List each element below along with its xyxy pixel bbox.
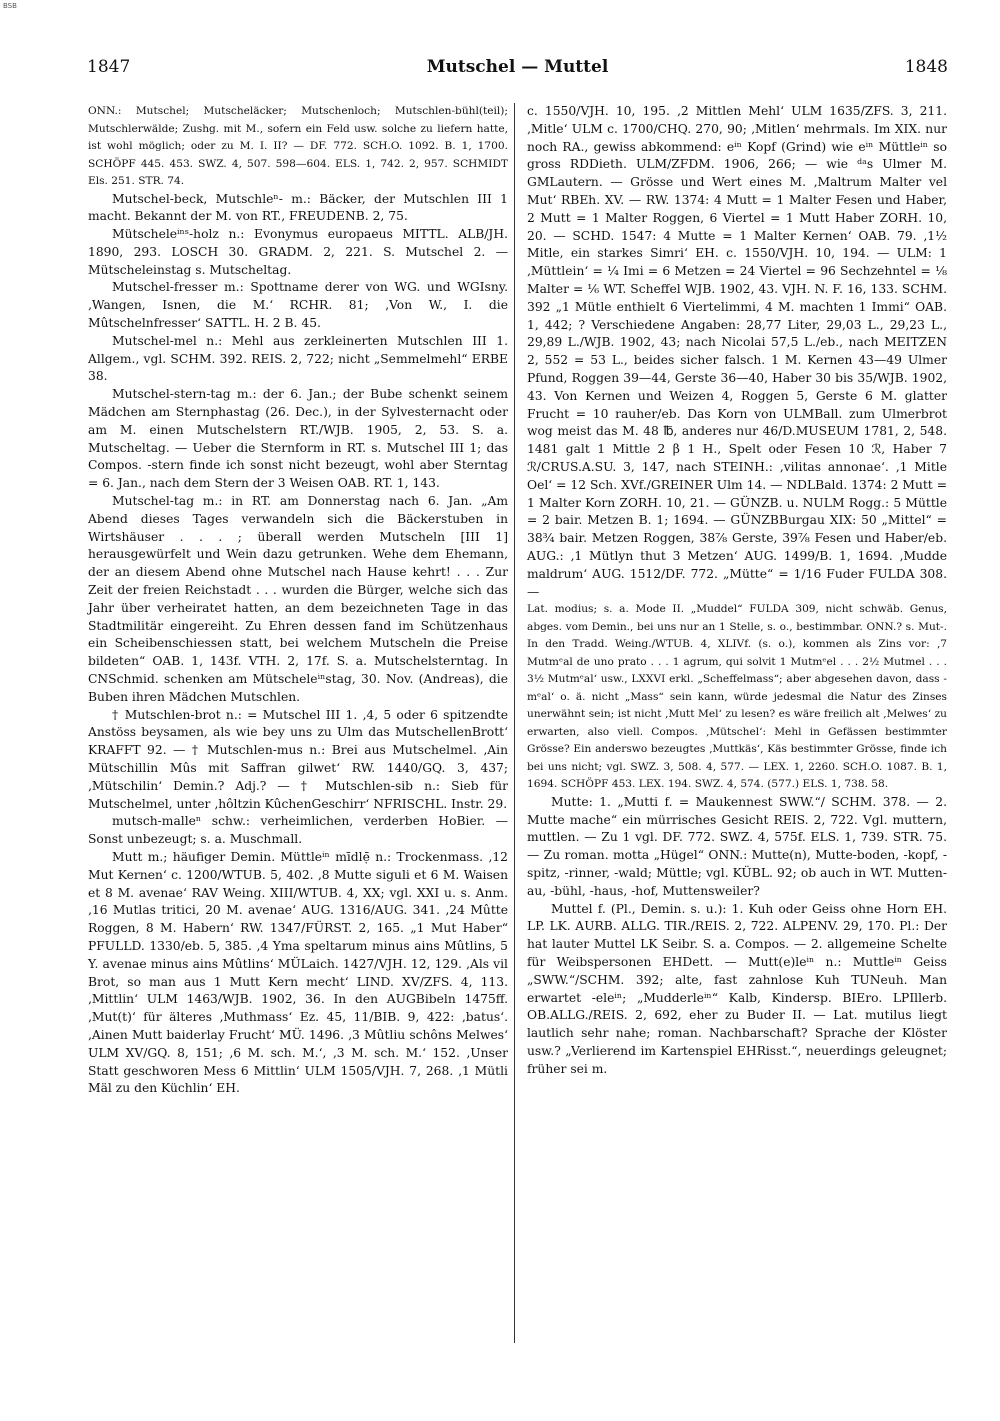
entry-paragraph: Mutschel-tag m.: in RT. am Donnerstag nach 6. Jan. „Am Abend dieses Tages verwandeln sich die Bäckerstuben in Wirtshäuser . . . ; überall werden Mutscheln [III 1] herausgewürfelt und Wein dazu getrunken. Wehe dem Ehemann, der an diesem Abend ohne Mutschel nach Hause kehrt! . . . Zur Zeit der freien Reichstadt . . . wurden die Bürger, welche sich das Jahr über verheiratet hatten, an dem bezeichneten Tage in das Stadtmilitär eingereiht. Zu Ehren dessen fand im Schützenhaus ein Scheibenschiessen statt, bei welchem Mutscheln die Preise bildeten“ OAB. 1, 143f. VTH. 2, 17f. S. a. Mutschelsterntag. In CNSchmid. schenken am Mütscheleⁱⁿstag, 30. Nov. (Andreas), die Buben ihren Mädchen Mutschlen. — [88, 494, 508, 704]
entry-paragraph: ONN.: Mutschel; Mutscheläcker; Mutschenloch; Mutschlen-bühl(teil); Mutschlerwälde; Zushg. mit M., sofern ein Feld usw. solche zu liefern hatte, ist wohl möglich; oder zu M. I. II? — DF. 772. SCH.O. 1092. B. 1, 1700. SCHÖPF 445. 453. SWZ. 4, 507. 598—604. ELS. 1, 742. 2, 957. SCHMIDT Els. 251. STR. 74. — [88, 105, 508, 187]
entry-paragraph: Mutschel-mel n.: Mehl aus zerkleinerten Mutschlen III 1. Allgem., vgl. SCHM. 392. REIS. 2, 722; nicht „Semmelmehl“ ERBE 38. — [88, 333, 508, 384]
right-column — [527, 103, 947, 1079]
entry-paragraph: Mutschel-fresser m.: Spottname derer von WG. und WGIsny. ‚Wangen, Isnen, die M.‘ RCHR. 81; ‚Von W., I. die Mûtschelnfresser‘ SATTL. H. 2 B. 45. — [88, 280, 508, 331]
left-column — [88, 103, 508, 1098]
entry-paragraph: Mutschel-beck, Mutschleⁿ- m.: Bäcker, der Mutschlen III 1 macht. Bekannt der M. von RT., FREUDENB. 2, 75. — [88, 191, 508, 224]
entry-paragraph: Mutschel-stern-tag m.: der 6. Jan.; der Bube schenkt seinem Mädchen am Sternphastag (26. Dec.), in der Sylvesternacht oder am M. einen Mutschelstern RT./WJB. 1905, 2, 53. S. a. Mutscheltag. — Ueber die Sternform in RT. s. Mutschel III 1; das Compos. -stern finde ich sonst nicht bezeugt, wohl aber Sterntag = 6. Jan., nach dem Stern der 3 Weisen OAB. RT. 1, 143. — [88, 387, 508, 491]
entry-paragraph: Muttel f. (Pl., Demin. s. u.): 1. Kuh oder Geiss ohne Horn EH. LP. LK. AURB. ALLG. TIR./REIS. 2, 722. ALPENV. 29, 170. Pl.: Der hat lauter Muttel LK Seibr. S. a. Compos. — 2. allgemeine Schelte für Weibspersonen EHDett. — Mutt(e)leⁱⁿ n.: Muttleⁱⁿ Geiss „SWW.“/SCHM. 392; alte, fast zahnlose Kuh TUNeuh. Man erwartet -eleⁱⁿ; „Mudderleⁱⁿ“ Kalb, Kindersp. BIEro. LPIllerb. OB.ALLG./REIS. 2, 692, eher zu Buder II. — Lat. mutilus liegt lautlich sehr nahe; roman. Nachbarschaft? Sprache der Klöster usw.? „Verlierend im Kartenspiel EHRisst.“, neuerdings geleugnet; früher sei m. — [527, 901, 947, 1076]
entry-paragraph: † Mutschlen-brot n.: = Mutschel III 1. ‚4, 5 oder 6 spitzendte Anstöss beysamen, als wie bey uns zu Ulm das MutschellenBrott‘ KRAFFT 92. — † Mutschlen-mus n.: Brei aus Mutschelmel. ‚Ain Mütschillin Mûs mit Saffran gilwet‘ RW. 1440/GQ. 3, 437; ‚Mütschilin‘ Demin.? Adj.? — † Mutschlen-sib n.: Sieb für Mutschelmel, unter ‚hôltzin KûchenGeschirr‘ NFRISCHL. Instr. 29. — [88, 707, 508, 811]
page-title: Mutschel — Muttel — [426, 57, 609, 77]
entry-paragraph: Lat. modius; s. a. Mode II. „Muddel“ FULDA 309, nicht schwäb. Genus, abges. vom Demin., bei uns nur an 1 Stelle, s. o., bestimmbar. ONN.? s. Mut-. In den Tradd. Weing./WTUB. 4, XLIVf. (s. o.), kommen als Zins vor: ‚7 Mutmᵉal de uno prato . . . 1 agrum, qui solvit 1 Mutmᵉel . . . 2½ Mutmel . . . 3½ Mutmᵉal‘ usw., LXXVI erkl. „Scheffelmass“; aber abgesehen davon, dass -mᵉal‘ o. ä. nicht „Mass“ sein kann, würde jedesmal die Natur des Zinses unerwähnt sein; ist nicht ‚Mutt Mel‘ zu lesen? es wäre freilich alt ‚Melwes‘ zu erwarten, also viell. Compos. ‚Mütschel‘: Mehl in Gefässen bestimmter Grösse? Ein anderswo bezeugtes ‚Muttkäs‘, Käs bestimmter Grösse, finde ich bei uns nicht; vgl. SWZ. 3, 508. 4, 577. — LEX. 1, 2260. SCH.O. 1087. B. 1, 1694. SCHÖPF 453. LEX. 194. SWZ. 4, 574. (577.) ELS. 1, 738. 58. — [527, 603, 947, 791]
entry-paragraph: Mutte: 1. „Mutti f. = Maukennest SWW.“/ SCHM. 378. — 2. Mutte mache“ ein mürrisches Gesicht REIS. 2, 722. Vgl. muttern, muttlen. — Zu 1 vgl. DF. 772. SWZ. 4, 575f. ELS. 1, 739. STR. 75. — Zu roman. motta „Hügel“ ONN.: Mutte(n), Mutte-boden, -kopf, -spitz, -rinner, -wald; Müttle; vgl. KÜBL. 92; ob auch in WT. Mutten-au, -bühl, -haus, -hof, Muttensweiler? — [527, 794, 947, 898]
library-stamp: BSB — [3, 2, 17, 10]
page-number-right: 1848 — [904, 57, 948, 77]
page-header — [87, 57, 948, 87]
page-number-left: 1847 — [87, 57, 131, 77]
entry-paragraph: Mütscheleⁱⁿˢ-holz n.: Evonymus europaeus MITTL. ALB/JH. 1890, 293. LOSCH 30. GRADM. 2, 221. S. Mutschel 2. — Mütscheleinstag s. Mutscheltag. — [88, 227, 508, 277]
entry-paragraph: c. 1550/VJH. 10, 195. ‚2 Mittlen Mehl‘ ULM 1635/ZFS. 3, 211. ‚Mitle‘ ULM c. 1700/CHQ. 270, 90; ‚Mitlen‘ mehrmals. Im XIX. nur noch RA., gewiss abkommend: eⁱⁿ Kopf (Grind) wie eⁱⁿ Müttleⁱⁿ so gross RDDieth. ULM/ZFDM. 1906, 266; — wie ᵈᵃs Ulmer M. GMLautern. — Grösse und Wert eines M. ‚Maltrum Malter vel Mut‘ RBEh. XV. — RW. 1374: 4 Mutt = 1 Malter Fesen und Haber, 2 Mutt = 1 Malter Roggen, 6 Viertel = 1 Mutt Haber ZORH. 10, 20. — SCHD. 1547: 4 Mutte = 1 Malter Kernen‘ OAB. 79. ‚1½ Mitle, ein starkes Simri‘ EH. c. 1550/VJH. 10, 194. — ULM: 1 ‚Müttlein‘ = ¼ Imi = 6 Metzen = 24 Viertel = 96 Sechzehntel = ⅛ Malter = ⅙ WT. Scheffel WJB. 1902, 43. VJH. N. F. 16, 133. SCHM. 392 „1 Mütle enthielt 6 Viertelimmi, 4 M. machten 1 Immi“ OAB. 1, 442; ? Verschiedene Angaben: 28,77 Liter, 29,03 L., 29,23 L., 29,89 L./WJB. 1902, 43; nach Nicolai 57,5 L./eb., nach MEITZEN 2, 552 = 53 L., beides sicher falsch. 1 M. Kernen 43—49 Ulmer Pfund, Roggen 39—44, Gerste 36—40, Haber 30 bis 35/WJB. 1902, 43. Von Kernen und Weizen 4, Roggen 5, Gerste 6 M. glatter Frucht = 10 rauher/eb. Das Korn von ULMBall. zum Ulmerbrot wog meist das M. 48 ℔, anderes nur 46/D.MUSEUM 1781, 2, 548. 1481 galt 1 Mittle 2 β 1 H., Spelt oder Fesen 10 ℛ, Haber 7 ℛ/CRUS.A.SU. 3, 147, nach STEINH.: ‚vilitas annonae‘. ‚1 Mitle Oel‘ = 12 Sch. XVf./GREINER Ulm 14. — NDLBald. 1374: 2 Mutt = 1 Malter Korn ZORH. 10, 21. — GÜNZB. u. NULM Rogg.: 5 Müttle = 2 bair. Metzen B. 1; 1694. — GÜNZBBurgau XIX: 50 „Mittel“ = 38¾ bair. Metzen Roggen, 38⅞ Gerste, 39⅞ Fesen und Haber/eb. AUG.: ‚1 Mütlyn thut 3 Metzen‘ AUG. 1499/B. 1, 1694. ‚Mudde maldrum‘ AUG. 1512/DF. 772. „Mütte“ = 1/16 Fuder FULDA 308. — — [527, 104, 947, 599]
column-divider — [514, 103, 515, 1343]
entry-paragraph: mutsch-malleⁿ schw.: verheimlichen, verderben HoBier. — Sonst unbezeugt; s. a. Muschmall. — [88, 814, 508, 847]
entry-paragraph: Mutt m.; häufiger Demin. Müttleⁱⁿ mīdlẹ̄ n.: Trockenmass. ‚12 Mut Kernen‘ c. 1200/WTUB. 5, 402. ‚8 Mutte siguli et 6 M. Waisen et 8 M. avenae‘ RAV Weing. XIII/WTUB. 4, XX; vgl. XXI u. s. Anm. ‚16 Mutlas tritici, 20 M. avenae‘ AUG. 1316/AUG. 341. ‚24 Mûtte Roggen, 8 M. Habern‘ RW. 1347/FÜRST. 2, 165. „1 Mut Haber“ PFULLD. 1330/eb. 5, 385. ‚4 Yma speltarum minus ains Mûtlins, 5 Y. avenae minus ains Mûtlins‘ MÜLaich. 1427/VJH. 12, 129. ‚Als vil Brot, so man aus 1 Mutt Kern mecht‘ LIND. XV/ZFS. 4, 113. ‚Mittlin‘ ULM 1463/WJB. 1902, 36. In den AUGBibeln 1475ff. ‚Mut(t)‘ für älteres ‚Muthmass‘ Ez. 45, 11/BIB. 9, 422: ‚batus‘. ‚Ainen Mutt baiderlay Frucht‘ MÜ. 1496. ‚3 Mûtliu schôns Melwes‘ ULM XV/GQ. 8, 151; ‚6 M. sch. M.‘, ‚3 M. sch. M.‘ 152. ‚Unser Statt geschworen Mess 6 Mittlin‘ ULM 1505/VJH. 7, 268. ‚1 Mütli Mäl zu den Küchlin‘ EH. — [88, 849, 508, 1096]
